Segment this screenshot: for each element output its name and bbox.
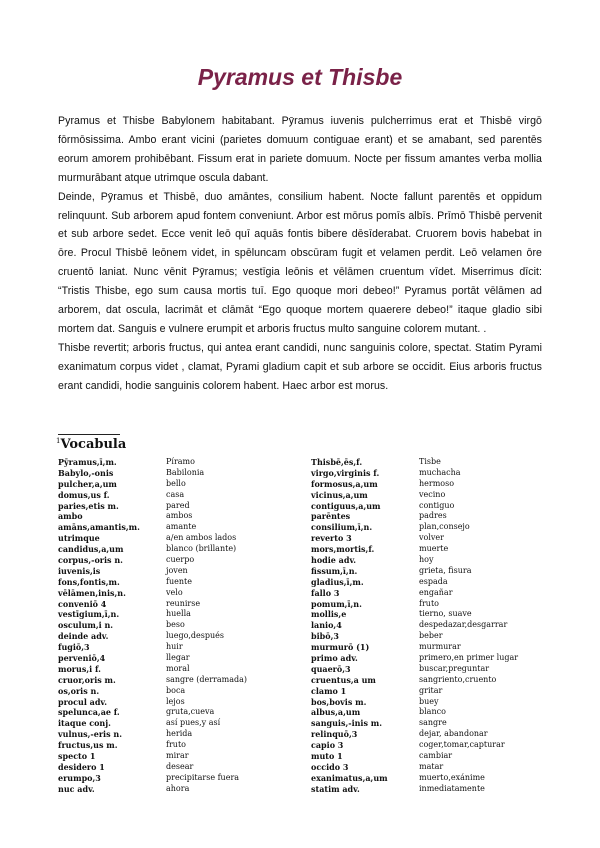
- vocab-translation: vecino: [419, 489, 446, 499]
- vocab-translation: Tisbe: [419, 457, 441, 466]
- vocab-translation: espada: [419, 576, 448, 586]
- paragraph-2: Deinde, Pȳramus et Thisbē, duo amāntes, consilium habent. Nocte fallunt parentēs et oppidum relinquunt. Sub arborem apud fontem conveniunt. Arbor est mōrus pomīs albīs. Prīmō Thisbē pervenit et sub arbore sedet. Ecce venit leō quī aquās fontis bibere dēsīderabat. Cruorem bovis habebat in ōre. Procul Thisbē leōnem videt, in spēluncam obscūram fugit et velamen perdit. Leō velamen ōre cruentō laniat. Nunc vēnit Pȳramus; vestīgia leōnis et vēlāmen cruentum vīdet. Miserrimus dīcit: “Tristis Thisbe, ego sum causa mortis tuī. Ego quoque mori debeo!” Pyramus portāt vēlāmen ad arborem, dat oscula, lacrimāt et clāmāt “Ego quoque mortem quaerere debeo!” itaque gladio sibi mortem dat. Sanguis e vulnere erumpit et arboris fructus multo sanguine colorem mutant. .: [58, 190, 542, 335]
- vocab-latin-term: vēlāmen,inis,n.: [58, 587, 126, 598]
- vocab-translation: matar: [419, 761, 444, 771]
- vocab-latin-term: muto 1: [311, 751, 343, 762]
- vocab-latin-term: contiguus,a,um: [311, 500, 381, 511]
- vocab-translation: luego,después: [166, 631, 224, 641]
- vocab-latin-term: hodie adv.: [311, 555, 357, 566]
- vocab-latin-term: domus,us f.: [58, 489, 110, 500]
- vocab-latin-term: reverto 3: [311, 533, 352, 544]
- vocab-translation: despedazar,desgarrar: [419, 620, 508, 630]
- vocab-latin-term: corpus,-oris n.: [58, 555, 123, 566]
- vocab-latin-term: relinquō,3: [311, 729, 358, 740]
- vocab-latin-term: candidus,a,um: [58, 544, 124, 555]
- vocab-latin-term: procul adv.: [58, 696, 108, 707]
- vocab-translation: pared: [166, 500, 190, 510]
- vocab-translation: blanco: [419, 707, 446, 717]
- vocab-latin-term: os,oris n.: [58, 685, 100, 696]
- vocab-latin-term: Thisbē,ēs,f.: [311, 457, 363, 467]
- vocab-translation: dejar, abandonar: [419, 729, 488, 739]
- vocab-translation: beso: [166, 620, 185, 630]
- vocab-latin-term: morus,i f.: [58, 663, 101, 674]
- vocab-translation: llegar: [166, 653, 190, 663]
- vocab-latin-term: Pȳramus,ī,m.: [58, 457, 117, 467]
- vocab-latin-term: Babylo,-onis: [58, 467, 114, 478]
- vocab-latin-term: mors,mortis,f.: [311, 544, 375, 555]
- vocab-translation: casa: [166, 489, 185, 499]
- vocab-latin-term: paries,etis m.: [58, 500, 119, 511]
- vocab-translation: sangre (derramada): [166, 674, 248, 684]
- vocab-translation: herida: [166, 729, 193, 739]
- vocab-latin-term: bibō,3: [311, 631, 339, 642]
- vocab-translation: fruto: [166, 740, 186, 750]
- vocab-latin-term: vulnus,-eris n.: [58, 729, 122, 740]
- vocab-latin-term: occido 3: [311, 761, 349, 772]
- vocab-translation: hoy: [419, 555, 434, 565]
- vocab-translation: contiguo: [419, 500, 455, 510]
- vocab-latin-term: fugiō,3: [58, 642, 90, 653]
- vocab-translation: muerte: [419, 544, 449, 554]
- vocab-translation: joven: [166, 565, 188, 575]
- vocab-translation: boca: [166, 685, 186, 695]
- vocab-latin-term: sanguis,-inis m.: [311, 718, 382, 729]
- vocab-translation: bello: [166, 478, 186, 488]
- vocab-latin-term: consilium,ī,n.: [311, 522, 373, 533]
- vocab-translation: muchacha: [419, 467, 461, 477]
- vocab-translation: ambos: [166, 511, 193, 521]
- vocab-translation: lejos: [166, 696, 185, 706]
- vocab-latin-term: iuvenis,is: [58, 565, 101, 576]
- vocab-latin-term: fissum,ī,n.: [311, 565, 358, 576]
- vocab-translation: cambiar: [419, 751, 453, 761]
- vocab-latin-term: formosus,a,um: [311, 478, 378, 489]
- vocab-translation: desear: [166, 761, 194, 771]
- vocab-latin-term: pomum,ī,n.: [311, 598, 362, 609]
- vocab-translation: huir: [166, 642, 183, 652]
- vocab-latin-term: itaque conj.: [58, 718, 111, 729]
- vocab-latin-term: pulcher,a,um: [58, 478, 117, 489]
- vocab-latin-term: primo adv.: [311, 653, 358, 664]
- vocab-translation: coger,tomar,capturar: [419, 740, 505, 750]
- vocab-latin-term: gladius,ī,m.: [311, 576, 364, 587]
- vocab-translation: cuerpo: [166, 555, 195, 565]
- vocab-translation: buscar,preguntar: [419, 663, 490, 673]
- vocab-latin-term: perveniō,4: [58, 653, 106, 664]
- vocab-translation: sangriento,cruento: [419, 674, 497, 684]
- vocab-translation: precipitarse fuera: [166, 772, 240, 782]
- vocab-latin-term: erumpo,3: [58, 772, 101, 783]
- vocab-latin-term: clamo 1: [311, 685, 347, 696]
- vocab-translation: gritar: [419, 685, 443, 695]
- vocab-translation: beber: [419, 631, 443, 641]
- paragraph-3: Thisbe revertit; arboris fructus, qui antea erant candidi, nunc sanguinis colore, spectat. Statim Pyrami exanimatum corpus videt , clamat, Pyrami gladium capit et sub arbore se occidit. Eius arboris fructus erant candidi, hodie sanguinis colorem habent. Haec arbor est morus.: [58, 341, 542, 392]
- vocab-latin-term: ambo: [58, 511, 83, 522]
- vocab-latin-term: fallo 3: [311, 587, 340, 598]
- vocab-latin-term: osculum,i n.: [58, 620, 114, 631]
- vocab-latin-term: cruor,oris m.: [58, 674, 116, 685]
- vocab-latin-term: albus,a,um: [311, 707, 361, 718]
- vocab-latin-column-left: [58, 457, 140, 795]
- vocab-translation: huella: [166, 609, 191, 619]
- vocab-latin-term: exanimatus,a,um: [311, 772, 388, 783]
- vocab-translation: inmediatamente: [419, 783, 485, 793]
- vocab-translation: muerto,exánime: [419, 772, 485, 782]
- vocab-latin-term: fructus,us m.: [58, 740, 118, 751]
- vocab-latin-term: lanio,4: [311, 620, 342, 631]
- vocab-translation: murmurar: [419, 642, 461, 652]
- vocab-translation: tierno, suave: [419, 609, 472, 619]
- vocab-latin-term: amāns,amantis,m.: [58, 522, 140, 533]
- vocab-latin-term: vestīgium,ī,n.: [58, 609, 120, 620]
- footnote-divider: [58, 434, 120, 435]
- vocab-translation: Píramo: [166, 457, 195, 466]
- vocab-translation: velo: [166, 587, 183, 597]
- vocab-translation: a/en ambos lados: [166, 533, 237, 543]
- vocab-translation: padres: [419, 511, 447, 521]
- vocab-latin-term: vicinus,a,um: [311, 489, 368, 500]
- vocab-latin-term: specto 1: [58, 751, 96, 762]
- vocab-spanish-column-left: [166, 457, 247, 795]
- vocab-translation: fuente: [166, 576, 192, 586]
- vocab-latin-term: conveniō 4: [58, 598, 107, 609]
- vocab-latin-term: spelunca,ae f.: [58, 707, 120, 718]
- vocab-latin-term: murmurō (1): [311, 642, 370, 653]
- vocabulary-heading: [56, 437, 126, 452]
- footnote-marker: 1: [56, 437, 61, 445]
- vocab-latin-term: cruentus,a um: [311, 674, 376, 685]
- vocab-translation: blanco (brillante): [166, 544, 237, 554]
- paragraph-1: Pyramus et Thisbe Babylonem habitabant. Pȳramus iuvenis pulcherrimus erat et Thisbē virgō fōrmōsissima. Ambo erant vicini (parietes domuum contiguae erant) et se amabant, sed parentēs eorum amorem prohibēbant. Fissum erat in pariete domuum. Nocte per fissum amantes verba mollia murmurābant atque utrimque oscula dabant.: [58, 115, 542, 184]
- vocab-latin-term: quaerō,3: [311, 663, 351, 674]
- page-title: Pyramus et Thisbe: [197, 64, 403, 90]
- story-text: [58, 112, 542, 396]
- vocab-translation: volver: [419, 533, 444, 543]
- vocab-translation: reunirse: [166, 598, 201, 608]
- vocab-latin-column-right: [311, 457, 388, 795]
- vocab-translation: gruta,cueva: [166, 707, 215, 717]
- vocab-latin-term: deinde adv.: [58, 631, 109, 642]
- vocab-latin-term: virgo,virginis f.: [311, 467, 380, 478]
- vocab-latin-term: utrimque: [58, 533, 100, 544]
- vocab-translation: grieta, fisura: [419, 565, 472, 575]
- vocab-translation: ahora: [166, 783, 190, 793]
- vocab-latin-term: parēntes: [311, 511, 351, 522]
- vocab-latin-term: nuc adv.: [58, 783, 95, 794]
- vocab-latin-term: fons,fontis,m.: [58, 576, 120, 587]
- vocab-translation: así pues,y así: [166, 718, 221, 728]
- vocab-latin-term: bos,bovis m.: [311, 696, 367, 707]
- vocab-translation: plan,consejo: [419, 522, 470, 532]
- vocab-translation: moral: [166, 663, 190, 673]
- vocab-translation: sangre: [419, 718, 447, 728]
- vocabulary-heading-text: Vocabula: [60, 437, 127, 452]
- vocab-translation: mirar: [166, 751, 189, 761]
- vocab-latin-term: mollis,e: [311, 609, 347, 620]
- vocab-translation: primero,en primer lugar: [419, 653, 519, 663]
- vocab-translation: Babilonia: [166, 467, 205, 477]
- vocab-spanish-column-right: [419, 457, 518, 795]
- vocab-translation: amante: [166, 522, 197, 532]
- vocab-translation: engañar: [419, 587, 453, 597]
- vocab-latin-term: statim adv.: [311, 783, 360, 794]
- vocab-latin-term: desidero 1: [58, 761, 105, 772]
- vocab-translation: fruto: [419, 598, 439, 608]
- vocab-latin-term: capio 3: [311, 740, 344, 751]
- vocab-translation: buey: [419, 696, 439, 706]
- vocab-translation: hermoso: [419, 478, 455, 488]
